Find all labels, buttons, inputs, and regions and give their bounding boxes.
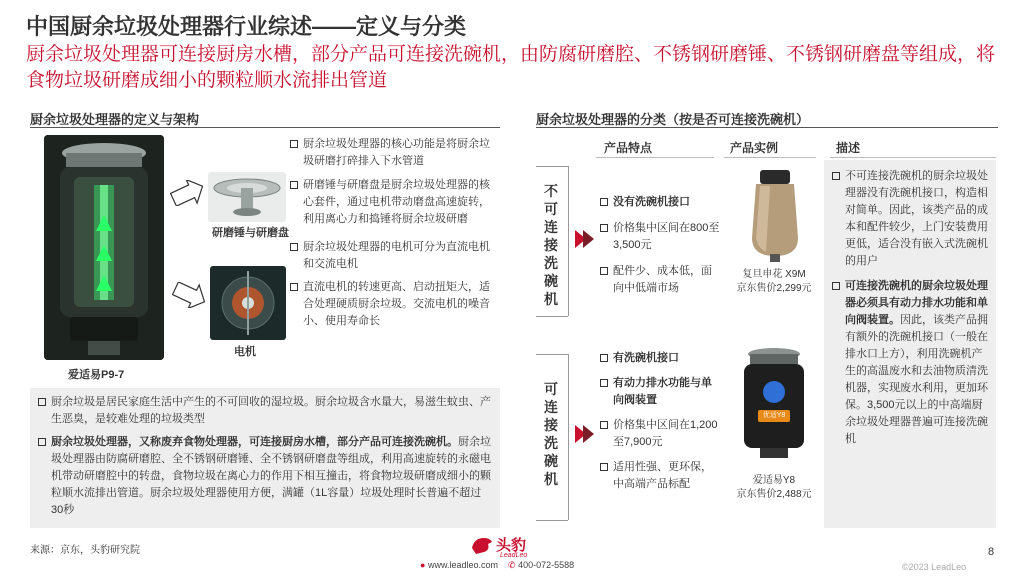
footer-contact <box>420 560 574 571</box>
cat2-feature-1: 有洗碗机接口 <box>600 350 720 367</box>
description-2: 可连接洗碗机的厨余垃圾处理器必须具有动力排水功能和单向阀装置。因此，该类产品拥有额外的洗碗机接口（一般在排水口上方），利用洗碗机产生的高温废水和去油物质清洗机器，实现废水利用，更加环保。3,500元以上的中高端厨余垃圾处理器普遍可连接洗碗机 <box>832 278 988 448</box>
cat2-feature-4: 适用性强、更环保，中高端产品标配 <box>600 459 720 493</box>
product-y8-image <box>736 346 812 466</box>
col-header-desc: 描述 <box>836 141 861 155</box>
web-icon: ● <box>420 560 426 570</box>
cat1-feature-list <box>600 194 720 297</box>
grinder-caption: 研磨锤与研磨盘 <box>212 227 289 239</box>
cat2-feature-3: 价格集中区间在1,200至7,900元 <box>600 417 720 451</box>
col-underline-features <box>596 157 714 158</box>
right-section-title: 厨余垃圾处理器的分类（按是否可连接洗碗机） <box>536 112 810 127</box>
product-x9m-price: 京东售价2,299元 <box>736 283 812 294</box>
cat1-bracket-bottom <box>536 316 568 317</box>
cat1-bracket-side <box>568 166 569 316</box>
cat2-bracket-side <box>568 354 569 520</box>
definition-bullet-2: 厨余垃圾处理器，又称废弃食物处理器，可连接厨房水槽，部分产品可连接洗碗机。厨余垃圾处理器由防腐研磨腔、全不锈钢研磨锤、全不锈钢研磨盘等组成，利用高速旋转的永磁电机带动研磨腔中的转盘，食物垃圾在离心力的作用下相互撞击，将食物垃圾研磨成细小的颗粒顺水流排出管道。厨余垃圾处理器使用方便，满罐（1L容量）垃圾处理时长普遍不超过30秒 <box>38 434 492 519</box>
definition-box <box>30 388 500 528</box>
grinder-plate-image <box>208 172 286 222</box>
description-1: 不可连接洗碗机的厨余垃圾处理器没有洗碗机接口，构造相对简单。因此，该类产品的成本和配件较少，上门安装费用更低，适合没有嵌入式洗碗机的用户 <box>832 168 988 270</box>
left-bullet-4: 直流电机的转速更高、启动扭矩大，适合处理硬质厨余垃圾。交流电机的噪音小、使用寿命长 <box>290 279 494 330</box>
description-box <box>824 160 996 528</box>
disposer-main-image <box>44 135 164 360</box>
page-title: 中国厨余垃圾处理器行业综述——定义与分类 <box>26 14 467 39</box>
product-y8-price: 京东售价2,488元 <box>736 489 812 500</box>
product-y8-illustration <box>736 346 812 466</box>
logo-cn-text: 头豹 <box>496 537 527 554</box>
cat1-feature-3: 配件少、成本低，面向中低端市场 <box>600 263 720 297</box>
cat2-label: 可连接洗碗机 <box>544 381 558 487</box>
product-y8-name: 爱适易Y8 <box>752 475 796 486</box>
checkbox-icon <box>600 198 608 206</box>
page-subtitle: 厨余垃圾处理器可连接厨房水槽，部分产品可连接洗碗机，由防腐研磨腔、不锈钢研磨锤、不锈钢研磨盘等组成，将食物垃圾研磨成细小的颗粒顺水流排出管道 <box>26 44 996 91</box>
website-link[interactable]: www.leadleo.com <box>427 560 498 570</box>
checkbox-icon <box>290 140 298 148</box>
product-x9m-name: 复旦申花 X9M <box>742 269 806 280</box>
arrow-to-motor <box>172 282 208 308</box>
col-underline-desc <box>830 157 996 158</box>
left-bullet-3: 厨余垃圾处理器的电机可分为直流电机和交流电机 <box>290 239 494 273</box>
left-section-divider <box>30 127 500 128</box>
leadleo-logo <box>470 534 550 560</box>
cat2-feature-2: 有动力排水功能与单向阀装置 <box>600 375 720 409</box>
copyright: ©2023 LeadLeo <box>902 562 967 572</box>
checkbox-icon <box>600 463 608 471</box>
checkbox-icon <box>832 282 840 290</box>
leopard-icon <box>470 534 494 556</box>
phone-icon: ✆ <box>508 560 516 570</box>
disposer-illustration <box>44 135 164 360</box>
motor-image <box>210 266 286 340</box>
checkbox-icon <box>600 354 608 362</box>
cat1-bracket-top <box>536 166 568 167</box>
checkbox-icon <box>832 172 840 180</box>
logo-en-text: LeadLeo <box>500 552 528 559</box>
left-bullet-2: 研磨锤与研磨盘是厨余垃圾处理器的核心套件，通过电机带动磨盘高速旋转，利用离心力和捣锤将厨余垃圾研磨 <box>290 177 494 228</box>
arrow-to-grinder <box>170 180 206 206</box>
motor-illustration <box>210 266 286 340</box>
checkbox-icon <box>600 224 608 232</box>
phone-number: 400-072-5588 <box>518 560 575 570</box>
col-underline-example <box>724 157 816 158</box>
cat2-bracket-top <box>536 354 568 355</box>
left-section-title: 厨余垃圾处理器的定义与架构 <box>30 112 200 127</box>
cat1-arrow-icon-2 <box>583 230 594 248</box>
cat2-feature-list <box>600 350 720 493</box>
motor-caption: 电机 <box>234 346 256 358</box>
checkbox-icon <box>38 438 46 446</box>
col-header-example: 产品实例 <box>730 141 779 155</box>
product-y8-label: 优适Y8 <box>758 410 790 422</box>
checkbox-icon <box>600 421 608 429</box>
grinder-plate-illustration <box>208 172 286 222</box>
checkbox-icon <box>290 243 298 251</box>
left-bullet-list <box>290 136 494 330</box>
source-note: 来源：京东，头豹研究院 <box>30 545 140 556</box>
product-x9m-image <box>746 168 804 264</box>
cat1-feature-2: 价格集中区间在800至3,500元 <box>600 220 720 254</box>
checkbox-icon <box>290 181 298 189</box>
left-bullet-1: 厨余垃圾处理器的核心功能是将厨余垃圾研磨打碎排入下水管道 <box>290 136 494 170</box>
checkbox-icon <box>600 267 608 275</box>
right-section-divider <box>536 127 998 128</box>
definition-bullet-1: 厨余垃圾是居民家庭生活中产生的不可回收的湿垃圾。厨余垃圾含水量大，易滋生蚊虫、产生恶臭，是较难处理的垃圾类型 <box>38 394 492 428</box>
cat2-arrow-icon-2 <box>583 425 594 443</box>
cat2-bracket-bottom <box>536 520 568 521</box>
checkbox-icon <box>38 398 46 406</box>
cat1-label: 不可连接洗碗机 <box>544 183 558 307</box>
col-header-features: 产品特点 <box>604 141 653 155</box>
cat1-feature-1: 没有洗碗机接口 <box>600 194 720 211</box>
checkbox-icon <box>600 379 608 387</box>
page-number: 8 <box>988 546 995 558</box>
main-image-caption: 爱适易P9-7 <box>68 369 125 381</box>
checkbox-icon <box>290 283 298 291</box>
